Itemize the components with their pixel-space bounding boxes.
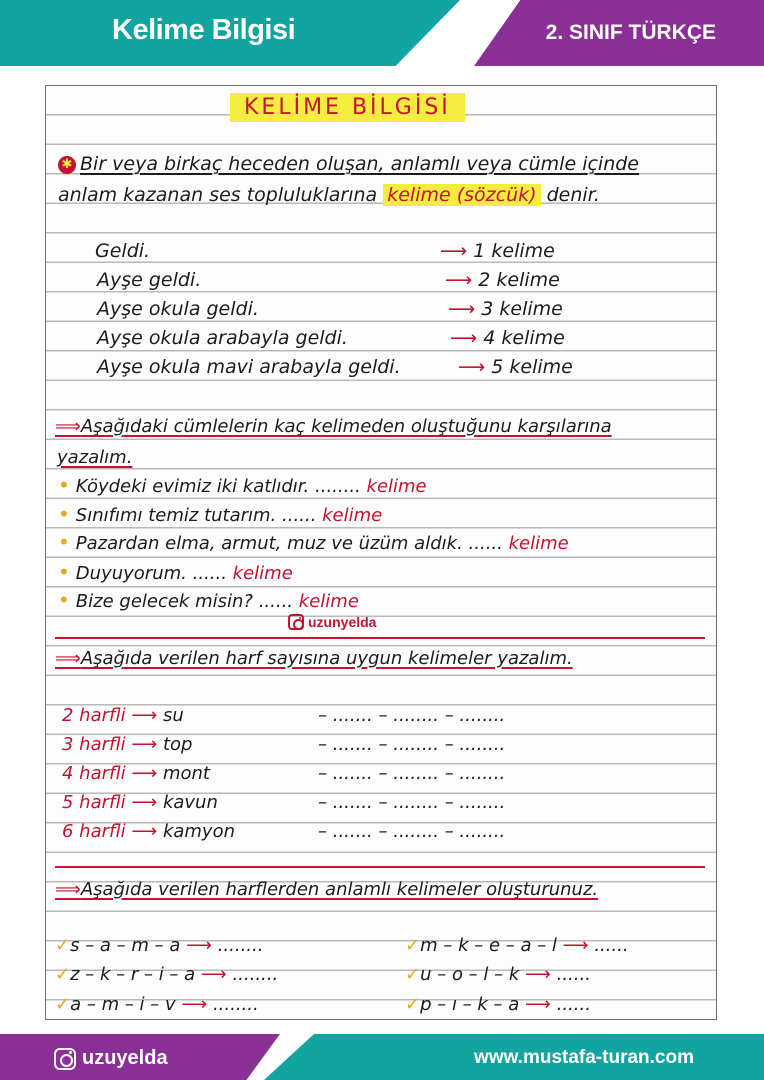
check-icon: ✓ [55,935,71,956]
task2-blanks-1: – ....... – ........ – ........ [318,705,506,726]
divider [55,866,705,868]
arrow-right-icon: ⟶ [525,994,551,1015]
arrow-right-icon: ⟶ [131,792,158,813]
arrow-right-icon: ⟹ [55,879,81,900]
example-sentence-3: Ayşe okula geldi. [97,298,259,320]
example-sentence-1: Geldi. [95,240,151,262]
task1-item-3: • Pazardan elma, armut, muz ve üzüm aldık. ...... kelime [58,530,569,554]
bullet-icon: • [58,473,70,497]
worksheet-title: KELİME BİLGİSİ [230,93,465,122]
arrow-right-icon: ⟶ [525,964,551,985]
arrow-right-icon: ⟶ [131,734,158,755]
task1-item-1: • Köydeki evimiz iki katlıdır. ........ kelime [58,473,427,497]
bullet-icon: • [58,560,70,584]
arrow-right-icon: ⟶ [186,935,212,956]
arrow-right-icon: ⟶ [131,763,158,784]
arrow-right-icon: ⟶ [448,298,476,320]
check-icon: ✓ [405,964,421,985]
task3-right-2: ✓u – o – l – k ⟶ ...... [405,964,591,985]
task3-left-3: ✓a – m – i – v ⟶ ........ [55,994,259,1015]
example-count-3: ⟶ 3 kelime [448,298,563,320]
task2-instruction: ⟹Aşağıda verilen harf sayısına uygun kelimeler yazalım. [55,648,573,669]
task2-row-4: 5 harfli ⟶ kavun [62,792,218,813]
example-sentence-4: Ayşe okula arabayla geldi. [97,327,348,349]
footer-website-link[interactable]: www.mustafa-turan.com [474,1047,694,1068]
example-count-2: ⟶ 2 kelime [445,269,560,291]
example-sentence-5: Ayşe okula mavi arabayla geldi. [97,356,401,378]
task1-instruction-cont: yazalım. [57,447,133,468]
arrow-right-icon: ⟶ [562,935,589,956]
task2-row-3: 4 harfli ⟶ mont [62,763,210,784]
task3-instruction: ⟹Aşağıda verilen harflerden anlamlı kelimeler oluşturunuz. [55,879,599,900]
arrow-right-icon: ⟶ [181,994,208,1015]
arrow-right-icon: ⟶ [450,327,478,349]
task2-row-2: 3 harfli ⟶ top [62,734,193,755]
arrow-right-icon: ⟶ [458,356,486,378]
page-title: Kelime Bilgisi [112,14,296,46]
example-count-5: ⟶ 5 kelime [458,356,573,378]
task1-item-2: • Sınıfımı temiz tutarım. ...... kelime [58,502,383,526]
example-count-4: ⟶ 4 kelime [450,327,565,349]
bullet-icon: • [58,530,70,554]
example-sentence-2: Ayşe geldi. [97,269,202,291]
arrow-right-icon: ⟶ [131,705,158,726]
definition-term: kelime (sözcük) [383,184,540,206]
arrow-right-icon: ⟶ [440,240,468,262]
task2-row-5: 6 harfli ⟶ kamyon [62,821,235,842]
check-icon: ✓ [405,935,421,956]
task2-row-1: 2 harfli ⟶ su [62,705,184,726]
example-count-1: ⟶ 1 kelime [440,240,555,262]
task1-instruction: ⟹Aşağıdaki cümlelerin kaç kelimeden oluştuğunu karşılarına [55,416,612,437]
task3-right-1: ✓m – k – e – a – l ⟶ ...... [405,935,629,956]
arrow-right-icon: ⟶ [445,269,473,291]
task2-blanks-5: – ....... – ........ – ........ [318,821,506,842]
task3-right-3: ✓p – ı – k – a ⟶ ...... [405,994,591,1015]
arrow-right-icon: ⟹ [55,416,81,437]
definition-line-2: anlam kazanan ses topluluklarına kelime (sözcük) denir. [58,184,600,206]
instagram-icon [54,1048,76,1070]
bullet-icon: • [58,588,70,612]
bullet-icon: • [58,502,70,526]
task2-blanks-2: – ....... – ........ – ........ [318,734,506,755]
task2-blanks-3: – ....... – ........ – ........ [318,763,506,784]
arrow-right-icon: ⟹ [55,648,81,669]
arrow-right-icon: ⟶ [131,821,158,842]
task1-item-4: • Duyuyorum. ...... kelime [58,560,293,584]
check-icon: ✓ [55,994,71,1015]
footer-social-handle[interactable]: uzuyelda [54,1047,168,1070]
grade-label: 2. SINIF TÜRKÇE [545,21,716,44]
task2-blanks-4: – ....... – ........ – ........ [318,792,506,813]
task3-left-2: ✓z – k – r – i – a ⟶ ........ [55,964,279,985]
task3-left-1: ✓s – a – m – a ⟶ ........ [55,935,264,956]
task1-item-5: • Bize gelecek misin? ...... kelime [58,588,359,612]
check-icon: ✓ [55,964,71,985]
watermark: uzunyelda [288,614,376,630]
check-icon: ✓ [405,994,421,1015]
instagram-icon [288,614,304,630]
arrow-right-icon: ⟶ [200,964,227,985]
divider [55,637,705,639]
definition-line-1: ✱ Bir veya birkaç heceden oluşan, anlamlı veya cümle içinde [58,153,639,175]
star-icon: ✱ [58,156,76,174]
